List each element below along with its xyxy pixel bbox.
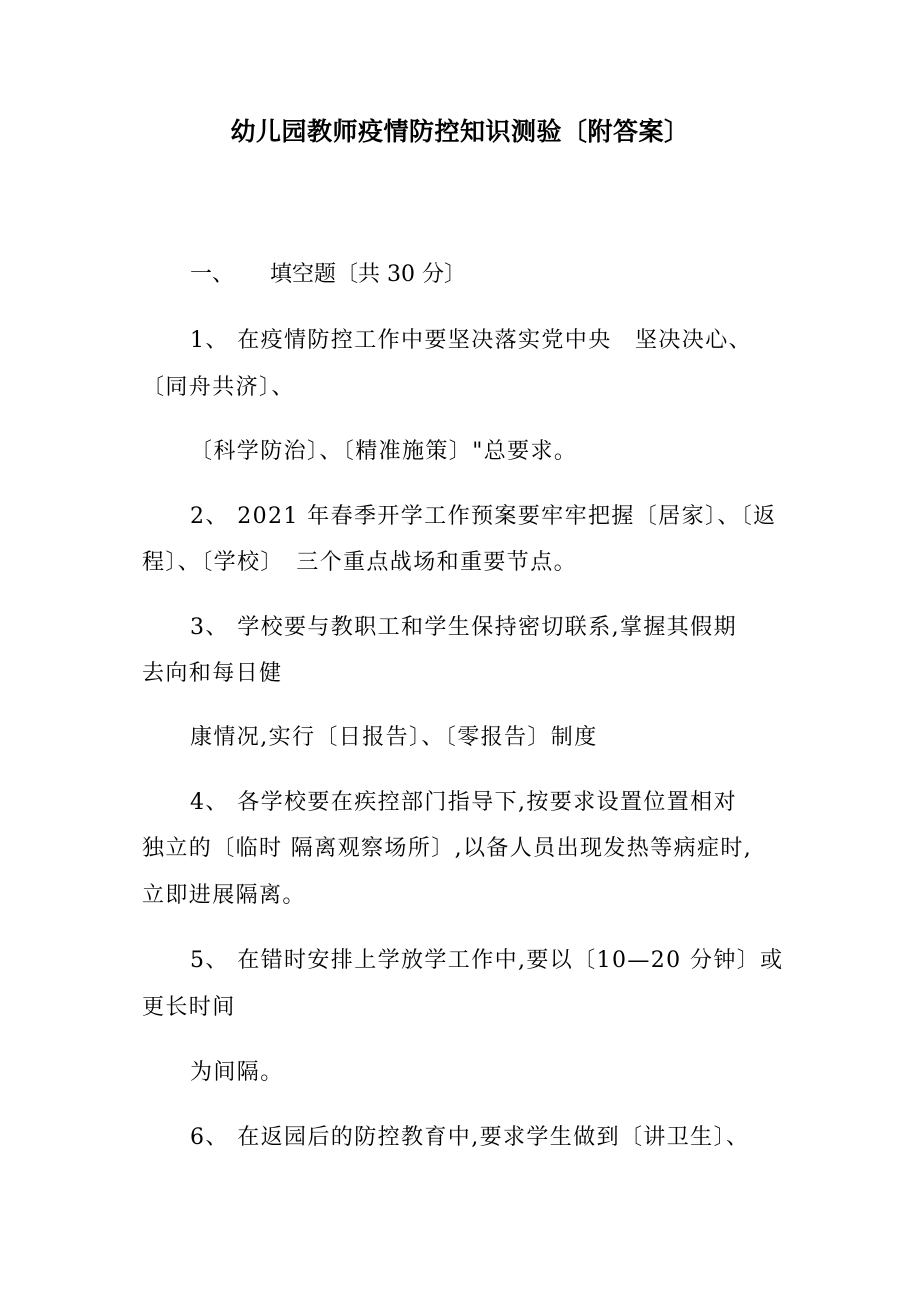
question-4-line-2: 独立的〔临时 隔离观察场所〕,以备人员出现发热等病症时, <box>142 836 753 861</box>
question-4-line-1: 4、 各学校要在疾控部门指导下,按要求设置位置相对 <box>190 790 737 815</box>
question-1-line-2: 〔同舟共济〕、 <box>142 375 295 400</box>
question-3-line-2: 去向和每日健 <box>142 661 283 686</box>
document-title: 幼儿园教师疫情防控知识测验〔附答案〕 <box>230 117 690 146</box>
question-5-line-2: 更长时间 <box>142 995 236 1020</box>
question-1-line-3: 〔科学防治〕、〔精准施策〕"总要求。 <box>190 439 578 464</box>
section-heading <box>190 260 466 290</box>
question-6-line-1: 6、 在返园后的防控教育中,要求学生做到〔讲卫生〕、 <box>190 1125 750 1150</box>
question-3-line-1: 3、 学校要与教职工和学生保持密切联系,掌握其假期 <box>190 615 737 640</box>
question-2-line-1: 2、 2021 年春季开学工作预案要牢牢把握〔居家〕、〔返 <box>190 504 777 529</box>
question-5-line-3: 为间隔。 <box>190 1060 284 1085</box>
question-3-line-3: 康情况,实行〔日报告〕、〔零报告〕制度 <box>190 725 598 750</box>
question-4-line-3: 立即进展隔离。 <box>142 883 306 908</box>
question-2-line-2: 程〕、〔学校〕 三个重点战场和重要节点。 <box>142 550 578 575</box>
section-number: 一、 <box>190 262 235 287</box>
question-5-line-1: 5、 在错时安排上学放学工作中,要以〔10—20 分钟〕或 <box>190 948 784 973</box>
question-1-line-1: 1、 在疫情防控工作中要坚决落实党中央 坚决决心、 <box>190 328 752 353</box>
section-title: 填空题〔共 30 分〕 <box>270 262 466 287</box>
